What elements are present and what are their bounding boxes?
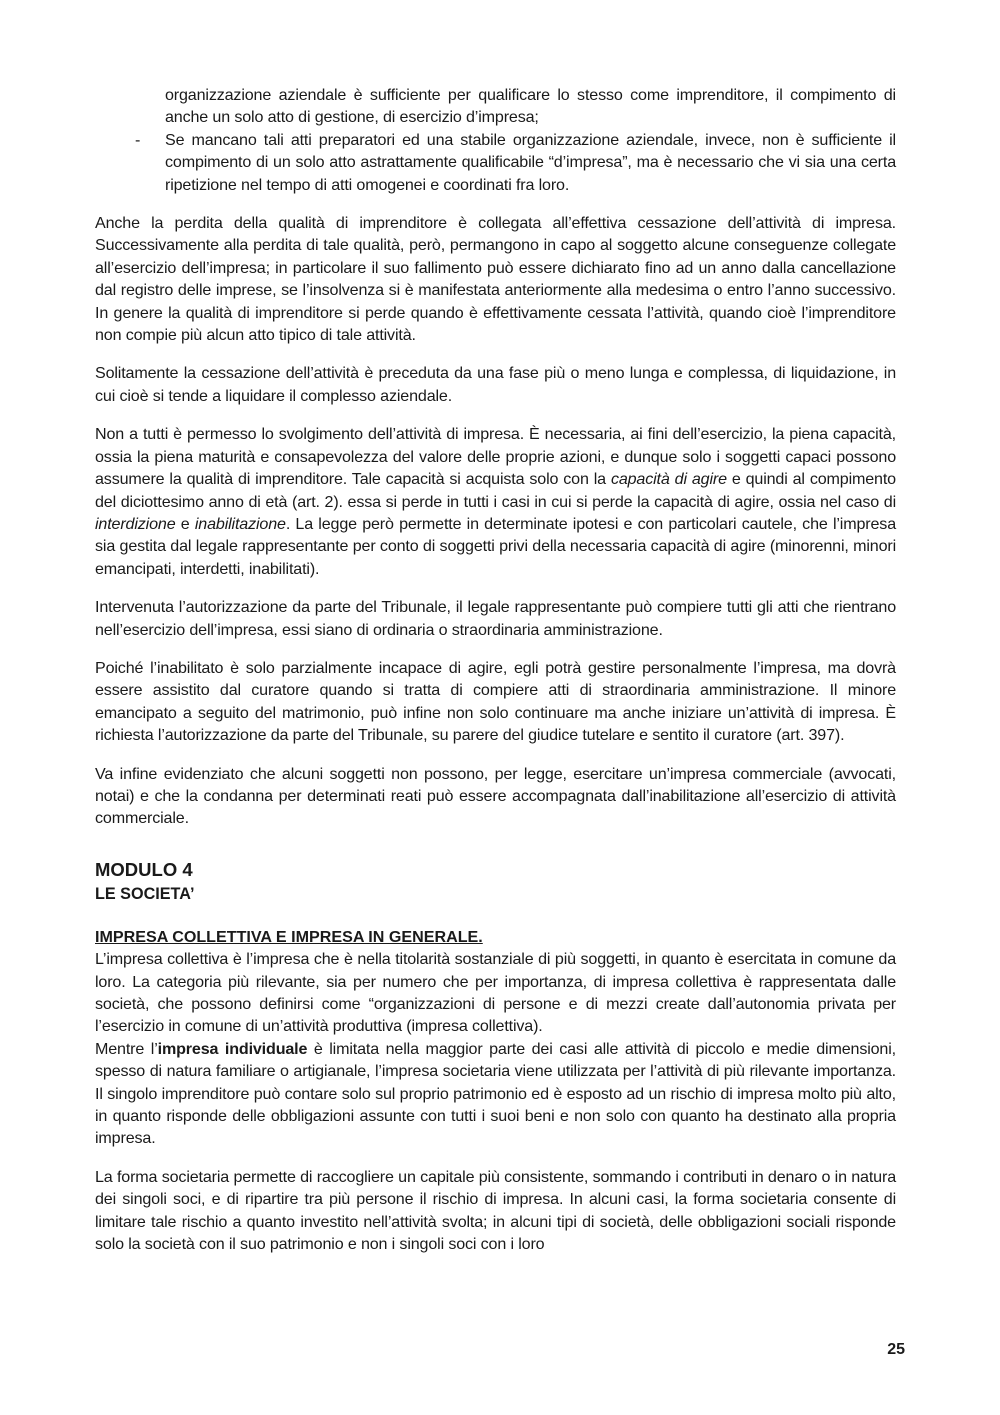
paragraph: Anche la perdita della qualità di imprenditore è collegata all’effettiva cessazione dell’attività di impresa. Successivamente alla perdita di tale qualità, però, permangono in capo al soggetto alcune conseguenze collegate all’esercizio dell’impresa; in particolare il suo fallimento può essere dichiarato fino ad un anno dalla cancellazione dal registro delle imprese, se l’insolvenza si è manifestata anteriormente alla medesima o entro l’anno successivo. In genere la qualità di imprenditore si perde quando è effettivamente cessata l’attività, quando cioè l’imprenditore non compie più alcun atto tipico di tale attività. <box>95 214 896 345</box>
paragraph: Poiché l’inabilitato è solo parzialmente incapace di agire, egli potrà gestire personalmente l’impresa, ma dovrà essere assistito dal curatore quando si tratta di compiere atti di straordinaria amministrazione. Il minore emancipato a seguito del matrimonio, può infine non solo continuare ma anche iniziare un’attività di impresa. È richiesta l’autorizzazione da parte del Tribunale, su parere del giudice tutelare e sentito il curatore (art. 397). <box>95 658 896 745</box>
italic-term: inabilitazione <box>194 514 286 533</box>
list-item-text: Se mancano tali atti preparatori ed una stabile organizzazione aziendale, invece, non è sufficiente il compimento di un solo atto astrattamente qualificabile “d’impresa”, ma è necessario che vi sia una certa ripetizione nel tempo di atti omogenei e coordinati fra loro. <box>165 130 896 194</box>
bullet-dash: - <box>135 130 141 149</box>
text-run: è limitata nella maggior parte dei casi alle attività di piccolo e medie dimensioni, spesso di natura familiare o artigianale, l’impresa societaria viene utilizzata per l’attività di più rilevante importanza. Il singolo imprenditore può contare solo sul proprio patrimonio ed è esposto ad un rischio di impresa molto più alto, in quanto risponde delle obbligazioni assunte con tutti i suoi beni e non solo con quanto ha destinato alla propria impresa. <box>95 1039 896 1148</box>
paragraph: La forma societaria permette di raccogliere un capitale più consistente, sommando i contributi in denaro o in natura dei singoli soci, e di ripartire tra più persone il rischio di impresa. In alcuni casi, la forma societaria consente di limitare tale rischio a quanto investito nell’attività svolta; in alcuni tipi di società, delle obbligazioni sociali risponde solo la società con il suo patrimonio e non i singoli soci con i loro <box>95 1167 896 1254</box>
module-subtitle: LE SOCIETA’ <box>95 884 195 903</box>
section-title: IMPRESA COLLETTIVA E IMPRESA IN GENERALE. <box>95 927 483 946</box>
text-run: . La legge però permette in determinate ipotesi e con particolari cautele, che l’impresa sia gestita dal legale rappresentante per conto di soggetti privi della necessaria capacità di agire (minorenni, minori emancipati, interdetti, inabilitati). <box>95 514 896 578</box>
list-item-continuation: organizzazione aziendale è sufficiente per qualificare lo stesso come imprenditore, il compimento di anche un solo atto di gestione, di esercizio d’impresa; <box>165 86 896 127</box>
document-page <box>95 84 896 1255</box>
paragraph: Va infine evidenziato che alcuni soggetti non possono, per legge, esercitare un’impresa commerciale (avvocati, notai) e che la condanna per determinati reati può essere accompagnata dall’inabilitazione all’esercizio di attività commerciale. <box>95 764 896 828</box>
paragraph: Intervenuta l’autorizzazione da parte del Tribunale, il legale rappresentante può compiere tutti gli atti che rientrano nell’esercizio dell’impresa, essi siano di ordinaria o straordinaria amministrazione. <box>95 598 896 639</box>
bold-term: impresa individuale <box>157 1039 308 1058</box>
text-run: e quindi al compimento del diciottesimo anno di età (art. 2). essa si perde in tutti i casi in cui si perde la capacità di agire, ossia nel caso di <box>95 470 896 511</box>
paragraph <box>95 1038 896 1150</box>
text-run: Non a tutti è permesso lo svolgimento dell’attività di impresa. È necessaria, ai fini dell’esercizio, la piena capacità, ossia la piena maturità e consapevolezza del valore delle proprie azioni, e dunque solo i soggetti capaci possono assumere la qualità di imprenditore. Tale capacità si acquista solo con la <box>95 425 896 489</box>
paragraph: L’impresa collettiva è l’impresa che è nella titolarità sostanziale di più soggetti, in quanto è esercitata in comune da loro. La categoria più rilevante, sia per numero che per importanza, di impresa collettiva è rappresentata dalle società, che possono definirsi come “organizzazioni di persone e di mezzi create dall’autonomia privata per l’esercizio in comune di un’attività produttiva (impresa collettiva). <box>95 950 896 1036</box>
list-item <box>95 129 896 196</box>
paragraph <box>95 423 896 580</box>
italic-term: capacità di agire <box>610 470 727 489</box>
text-run: Mentre l’ <box>95 1039 158 1058</box>
text-run: e <box>175 514 195 533</box>
page-number: 25 <box>887 1341 905 1358</box>
italic-term: interdizione <box>95 514 176 533</box>
module-title: MODULO 4 <box>95 858 193 880</box>
paragraph: Solitamente la cessazione dell’attività è preceduta da una fase più o meno lunga e complessa, di liquidazione, in cui cioè si tende a liquidare il complesso aziendale. <box>95 364 896 405</box>
